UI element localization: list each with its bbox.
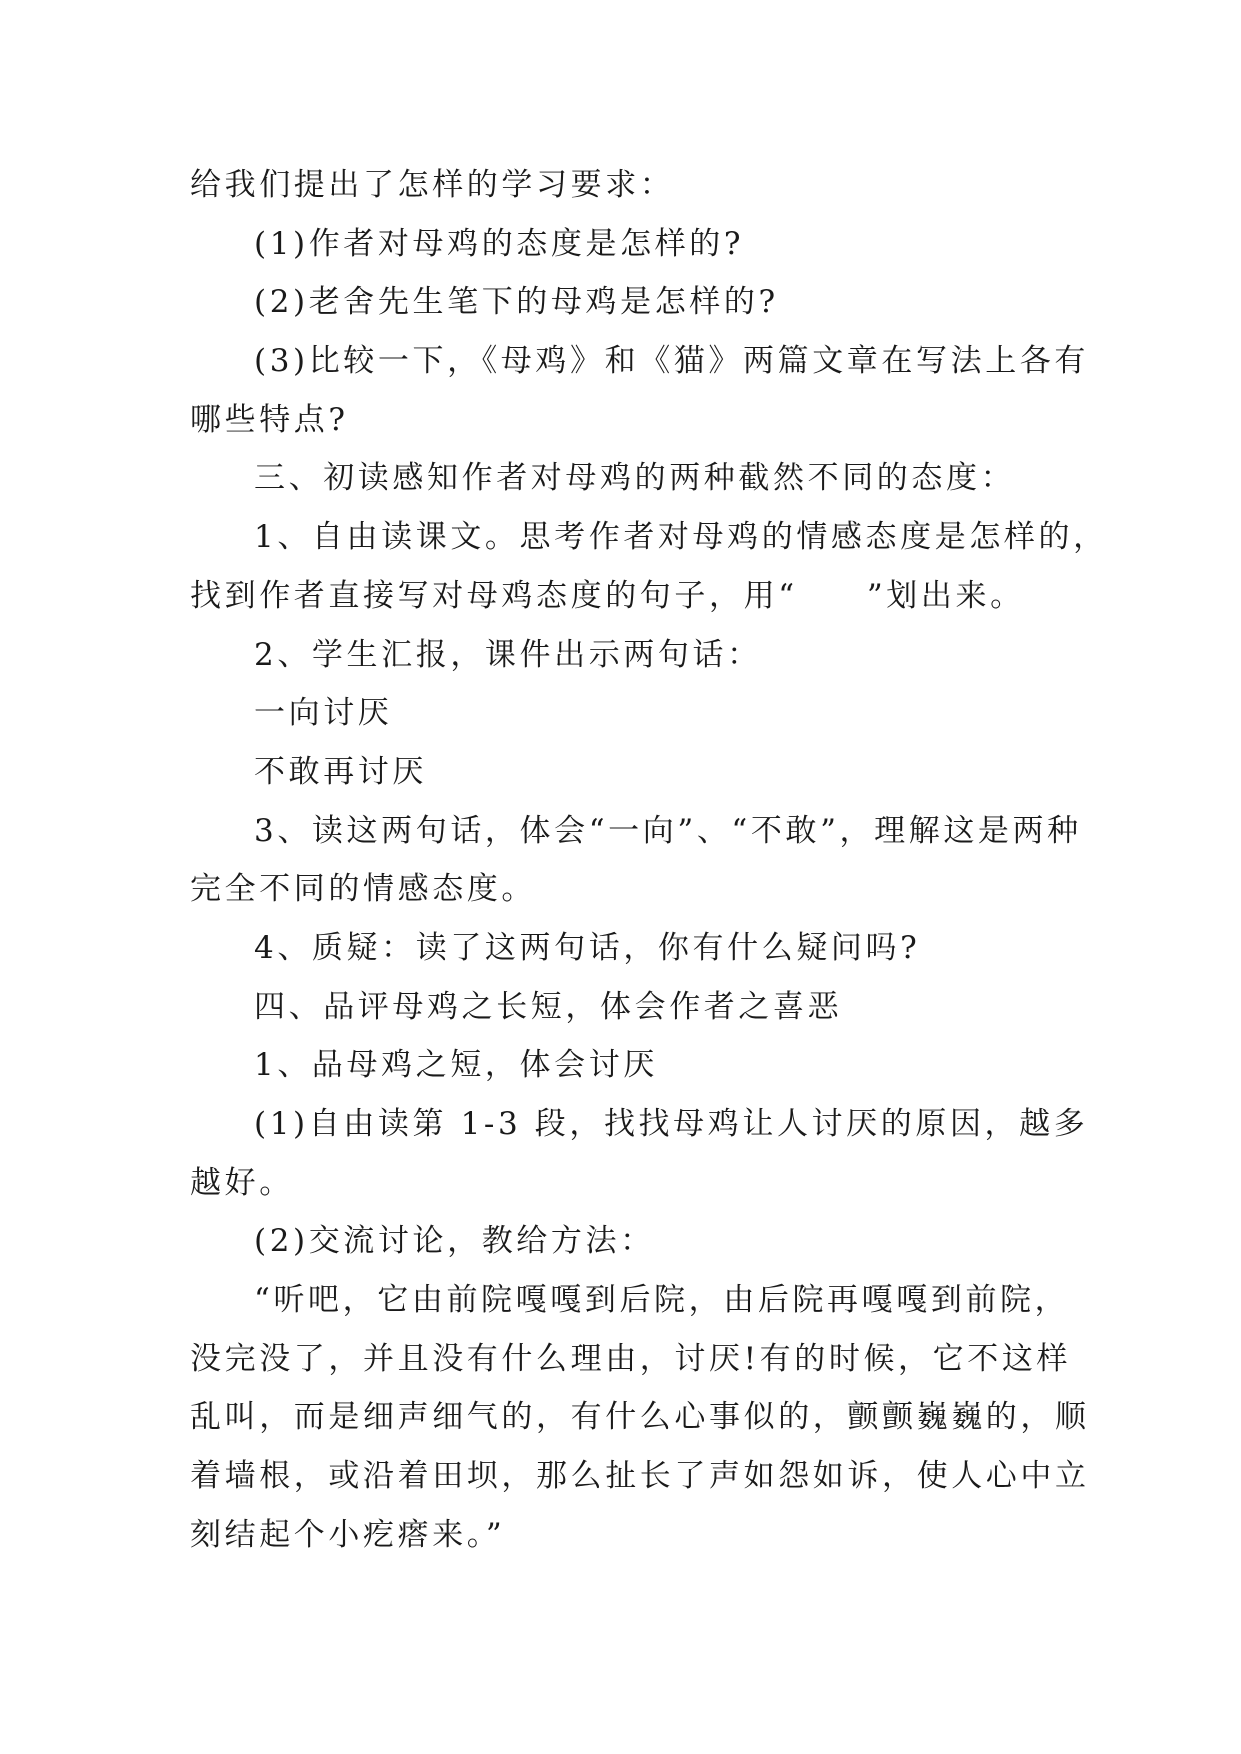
- quote-sentence-1: 一向讨厌: [254, 695, 393, 732]
- text-line: 越好。: [190, 1164, 294, 1201]
- text-line: 乱叫，而是细声细气的，有什么心事似的，颤颤巍巍的，顺: [190, 1399, 1090, 1436]
- question-1: (1)作者对母鸡的态度是怎样的?: [254, 225, 745, 262]
- text-line: 着墙根，或沿着田坝，那么扯长了声如怨如诉，使人心中立: [190, 1458, 1090, 1495]
- question-2: (2)老舍先生笔下的母鸡是怎样的?: [254, 284, 779, 321]
- text-line: 哪些特点?: [190, 401, 349, 438]
- text-line: 完全不同的情感态度。: [190, 871, 536, 908]
- text-line: 找到作者直接写对母鸡态度的句子，用“ ”划出来。: [190, 577, 1025, 614]
- quote-sentence-2: 不敢再讨厌: [254, 753, 427, 790]
- section-heading-3: 三、初读感知作者对母鸡的两种截然不同的态度：: [254, 460, 1016, 497]
- subsection-1: 1、品母鸡之短，体会讨厌: [254, 1047, 658, 1084]
- body-text: [190, 156, 1108, 1565]
- step-3: 3、读这两句话，体会“一向”、“不敢”，理解这是两种: [254, 812, 1082, 849]
- step-2: 2、学生汇报，课件出示两句话：: [254, 636, 762, 673]
- text-line: 给我们提出了怎样的学习要求：: [190, 167, 675, 203]
- section-heading-4: 四、品评母鸡之长短，体会作者之喜恶: [254, 988, 843, 1025]
- text-line: 刻结起个小疙瘩来。”: [190, 1516, 506, 1553]
- question-3: (3)比较一下，《母鸡》和《猫》两篇文章在写法上各有: [254, 343, 1090, 380]
- quoted-passage: “听吧，它由前院嘎嘎到后院，由后院再嘎嘎到前院，: [254, 1282, 1070, 1319]
- text-line: 没完没了，并且没有什么理由，讨厌!有的时候，它不这样: [190, 1340, 1072, 1377]
- step-1: 1、自由读课文。思考作者对母鸡的情感态度是怎样的，: [254, 519, 1108, 556]
- sub-step-1: (1)自由读第 1-3 段，找找母鸡让人讨厌的原因，越多: [254, 1106, 1089, 1142]
- step-4: 4、质疑：读了这两句话，你有什么疑问吗?: [254, 929, 921, 966]
- sub-step-2: (2)交流讨论，教给方法：: [254, 1223, 655, 1260]
